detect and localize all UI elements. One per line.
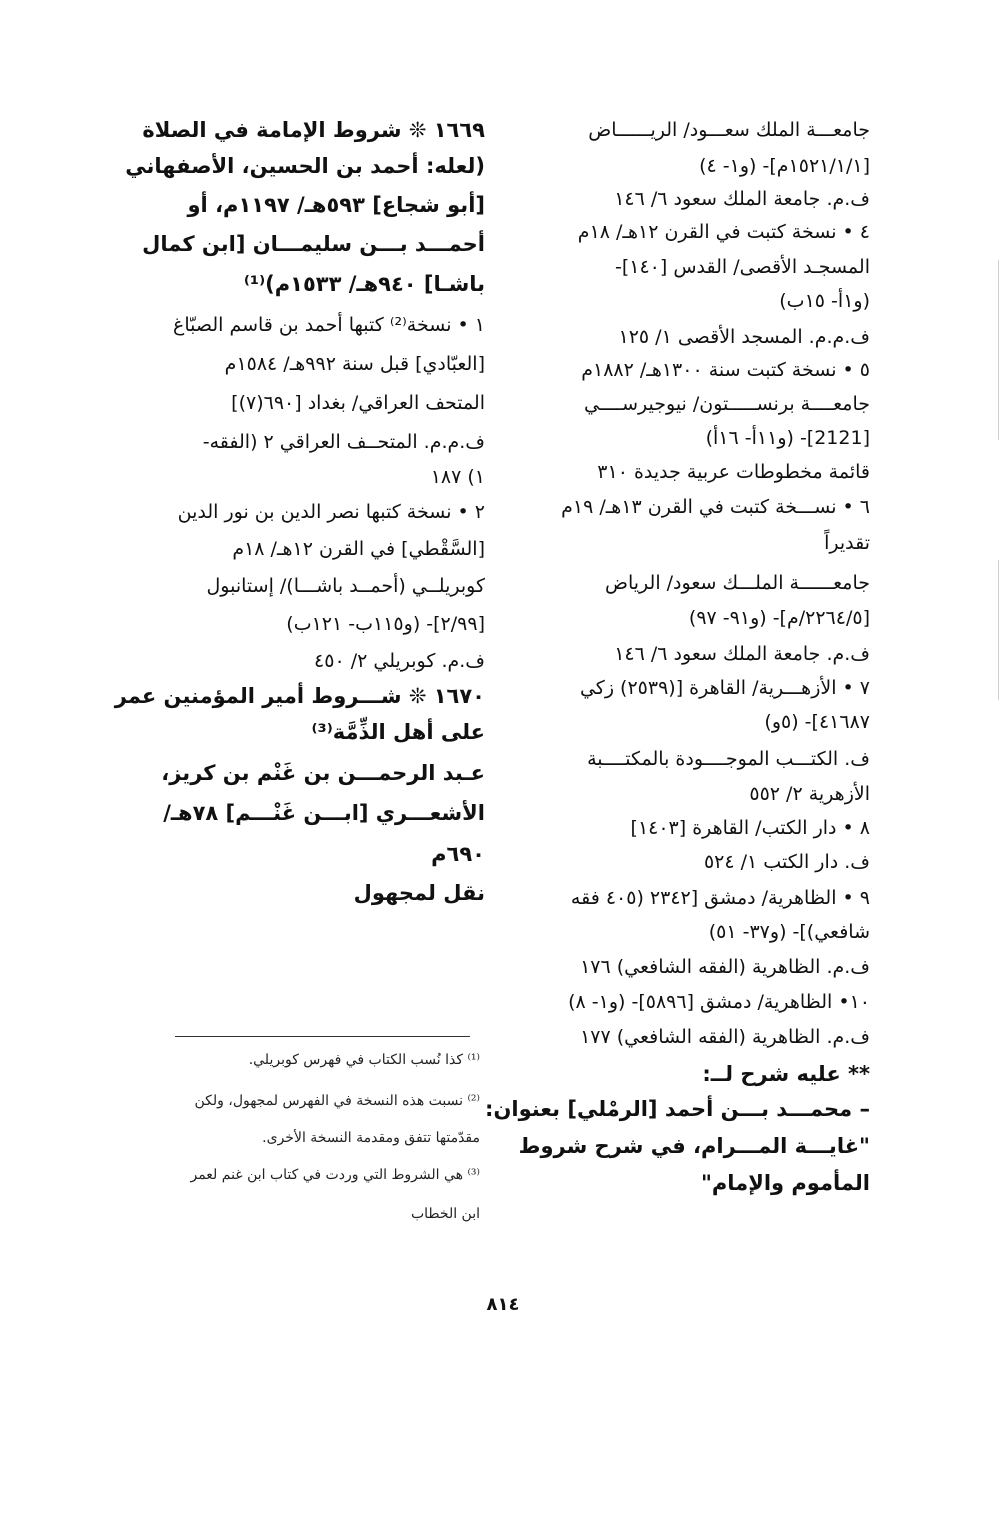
right-column-line: ٥ • نسخة كتبت سنة ١٣٠٠هـ/ ١٨٨٢م (581, 359, 870, 381)
footnote-3-cont: ابن الخطاب (410, 1206, 480, 1222)
left-column-line: الأشعـــري [ابـــن غَنْـــم] ٧٨هـ/ (163, 801, 485, 825)
right-column-line: ف.م. جامعة الملك سعود ٦/ ١٤٦ (614, 643, 870, 665)
left-column-line: ٢ • نسخة كتبها نصر الدين بن نور الدين (177, 501, 485, 523)
right-column-line: جامعـــة الملك سعـــود/ الريــــــاض (588, 119, 870, 141)
right-column-line: شافعي)]- (و٣٧- ٥١) (708, 921, 870, 943)
left-column-line: (لعله: أحمد بن الحسين، الأصفهاني (125, 154, 485, 178)
left-column-line: المتحف العراقي/ بغداد [٦٩٠(٧)] (231, 392, 485, 414)
left-column-line: نقل لمجهول (353, 881, 485, 905)
right-column-line: [2121]- (و١١أ- ١٦أ) (705, 427, 870, 449)
right-column-line: ف.م. جامعة الملك سعود ٦/ ١٤٦ (614, 188, 870, 210)
left-column-line: ١٦٦٩ ❊ شروط الإمامة في الصلاة (142, 118, 485, 142)
footnote-separator (175, 1036, 470, 1037)
left-column-line: ١ • نسخة⁽²⁾ كتبها أحمد بن قاسم الصبّاغ (173, 314, 485, 336)
right-column-line: جامعــــة برنســـــتون/ نيوجيرســــي (584, 393, 870, 415)
right-column-line: المسجـد الأقصى/ القدس [١٤٠]- (614, 256, 870, 278)
left-column-line: أحمـــد بـــن سليمـــان [ابن كمال (142, 232, 485, 256)
right-column-line: [٢٢٦٤/٥/م]- (و٩١- ٩٧) (688, 607, 870, 629)
left-column-line: [السَّقْطي] في القرن ١٢هـ/ ١٨م (232, 538, 485, 560)
right-column-line: ف.م. الظاهرية (الفقه الشافعي) ١٧٦ (580, 956, 870, 978)
left-column-line: ١) ١٨٧ (430, 466, 485, 488)
footnote-2: ⁽²⁾ نسبت هذه النسخة في الفهرس لمجهول، ولكن (194, 1093, 480, 1109)
right-column-line: ١٠• الظاهرية/ دمشق [٥٨٩٦]- (و١- ٨) (568, 991, 870, 1013)
left-column-line: [العبّادي] قبل سنة ٩٩٢هـ/ ١٥٨٤م (224, 353, 485, 375)
right-column-line: ٧ • الأزهـــرية/ القاهرة [(٢٥٣٩) زكي (579, 677, 870, 699)
left-column-line: [٢/٩٩]- (و١١٥ب- ١٢١ب) (286, 613, 485, 635)
right-column-line: – محمـــد بـــن أحمد [الرمْلي] بعنوان: (485, 1097, 870, 1121)
left-column-line: على أهل الذِّمَّة⁽³⁾ (311, 720, 485, 744)
left-column-line: ٦٩٠م (431, 842, 485, 866)
right-column-line: [١٥٢١/١/١م]- (و١- ٤) (699, 155, 870, 177)
right-column-line: ف. الكتـــب الموجــــودة بالمكتــــبة (587, 748, 870, 770)
right-column-line: "غايـــة المـــرام، في شرح شروط (518, 1134, 870, 1158)
footnote-2-cont: مقدّمتها تتفق ومقدمة النسخة الأخرى. (262, 1130, 480, 1146)
scan-edge-mark (998, 560, 999, 700)
right-column-line: جامعــــــة الملـــك سعود/ الرياض (605, 572, 870, 594)
right-column-line: تقديراً (824, 532, 870, 554)
footnote-3: ⁽³⁾ هي الشروط التي وردت في كتاب ابن غنم لعمر (190, 1167, 480, 1183)
left-column-line: كوبريلــي (أحمــد باشـــا)/ إستانبول (206, 575, 485, 597)
right-column-line: ف.م.م. المسجد الأقصى ١/ ١٢٥ (618, 326, 870, 348)
right-column-line: ** عليه شرح لــ: (702, 1062, 870, 1086)
right-column-line: ٩ • الظاهرية/ دمشق [٢٣٤٢ (٤٠٥ فقه (570, 887, 870, 909)
right-column-line: ف. دار الكتب ١/ ٥٢٤ (703, 851, 870, 873)
right-column-line: ف.م. الظاهرية (الفقه الشافعي) ١٧٧ (580, 1026, 870, 1048)
right-column-line: ٤١٦٨٧]- (٥و) (764, 711, 870, 733)
right-column-line: المأموم والإمام" (700, 1171, 870, 1195)
right-column-line: قائمة مخطوطات عربية جديدة ٣١٠ (597, 461, 870, 483)
right-column-line: ٦ • نســـخة كتبت في القرن ١٣هـ/ ١٩م (561, 496, 870, 518)
left-column-line: باشـا] ٩٤٠هـ/ ١٥٣٣م)⁽¹⁾ (243, 272, 485, 296)
right-column-line: الأزهرية ٢/ ٥٥٢ (749, 783, 870, 805)
left-column-line: ف.م.م. المتحــف العراقي ٢ (الفقه- (202, 431, 485, 453)
page-number: ٨١٤ (486, 1294, 520, 1315)
right-column-line: (و١أ- ١٥ب) (779, 290, 870, 312)
left-column-line: عـبد الرحمـــن بن غَنْم بن كريز، (161, 761, 485, 785)
left-column-line: ف.م. كوبريلي ٢/ ٤٥٠ (314, 650, 485, 672)
footnote-1: ⁽¹⁾ كذا نُسب الكتاب في فهرس كوبريلي. (248, 1052, 480, 1068)
left-column-line: ١٦٧٠ ❊ شـــروط أمير المؤمنين عمر (114, 684, 485, 708)
right-column-line: ٨ • دار الكتب/ القاهرة [١٤٠٣] (630, 817, 870, 839)
left-column-line: [أبو شجاع] ٥٩٣هـ/ ١١٩٧م، أو (187, 193, 485, 217)
right-column-line: ٤ • نسخة كتبت في القرن ١٢هـ/ ١٨م (577, 221, 870, 243)
scan-edge-mark (998, 260, 999, 440)
